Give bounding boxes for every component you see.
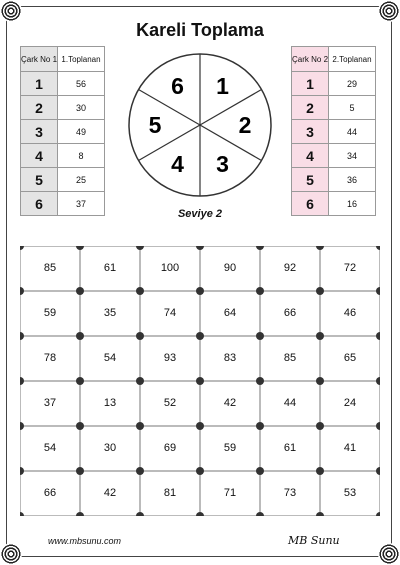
left-table-row bbox=[21, 144, 105, 168]
grid-cell: 30 bbox=[103, 442, 117, 454]
grid-cell: 81 bbox=[163, 487, 177, 499]
right-table-wheel-number: 4 bbox=[292, 144, 329, 168]
grid-cell: 59 bbox=[223, 442, 237, 454]
grid-cell: 72 bbox=[343, 262, 357, 274]
left-table-addend: 37 bbox=[58, 192, 105, 216]
left-table-addend: 30 bbox=[58, 96, 105, 120]
right-table-row bbox=[292, 120, 376, 144]
left-header-val: 1.Toplanan bbox=[58, 47, 105, 72]
grid-cell: 93 bbox=[163, 352, 177, 364]
left-table-row bbox=[21, 96, 105, 120]
grid-cell: 42 bbox=[223, 397, 237, 409]
left-table-wheel-number: 6 bbox=[21, 192, 58, 216]
grid-cell: 65 bbox=[343, 352, 357, 364]
left-table-addend: 49 bbox=[58, 120, 105, 144]
grid-cell: 46 bbox=[343, 307, 357, 319]
grid-cell: 90 bbox=[223, 262, 237, 274]
wheel-sector-number: 1 bbox=[216, 73, 229, 100]
grid-cell: 37 bbox=[43, 397, 57, 409]
grid-cell: 42 bbox=[103, 487, 117, 499]
grid-cell: 61 bbox=[103, 262, 117, 274]
right-table-row bbox=[292, 168, 376, 192]
grid-cell: 53 bbox=[343, 487, 357, 499]
right-table-addend: 44 bbox=[329, 120, 376, 144]
grid-cell: 66 bbox=[283, 307, 297, 319]
left-table-addend: 8 bbox=[58, 144, 105, 168]
left-table-wheel-number: 4 bbox=[21, 144, 58, 168]
grid-cell: 13 bbox=[103, 397, 117, 409]
grid-cell: 54 bbox=[103, 352, 117, 364]
corner-ornament bbox=[0, 0, 22, 22]
level-label: Seviye 2 bbox=[177, 208, 223, 220]
right-header-val: 2.Toplanan bbox=[329, 47, 376, 72]
grid-cell: 78 bbox=[43, 352, 57, 364]
grid-cell: 52 bbox=[163, 397, 177, 409]
left-table-wheel-number: 2 bbox=[21, 96, 58, 120]
wheel-sector-number: 6 bbox=[171, 73, 184, 100]
right-table-row bbox=[292, 96, 376, 120]
right-table-addend: 34 bbox=[329, 144, 376, 168]
left-table-addend: 25 bbox=[58, 168, 105, 192]
right-table-addend: 5 bbox=[329, 96, 376, 120]
wheel-sector-number: 4 bbox=[171, 150, 184, 177]
left-table-addend: 56 bbox=[58, 72, 105, 96]
grid-cell: 92 bbox=[283, 262, 297, 274]
wheel-sector-number: 5 bbox=[148, 112, 162, 138]
left-table-row bbox=[21, 72, 105, 96]
page-title: Kareli Toplama bbox=[136, 20, 264, 40]
right-table-wheel-number: 6 bbox=[292, 192, 329, 216]
right-table-addend: 29 bbox=[329, 72, 376, 96]
grid-cell: 64 bbox=[223, 307, 237, 319]
right-table-wheel-number: 2 bbox=[292, 96, 329, 120]
grid-cell: 74 bbox=[163, 307, 177, 319]
right-header-num: Çark No 2 bbox=[292, 47, 329, 72]
grid-cell: 66 bbox=[43, 487, 57, 499]
grid-cell: 83 bbox=[223, 352, 237, 364]
corner-ornament bbox=[378, 0, 400, 22]
grid-cell: 41 bbox=[343, 442, 357, 454]
grid-cell: 71 bbox=[223, 487, 237, 499]
right-table-addend: 16 bbox=[329, 192, 376, 216]
grid-cell: 54 bbox=[43, 442, 57, 454]
left-header-num: Çark No 1 bbox=[21, 47, 58, 72]
right-table-addend: 36 bbox=[329, 168, 376, 192]
right-table-wheel-number: 5 bbox=[292, 168, 329, 192]
number-grid bbox=[20, 246, 380, 516]
grid-cell: 85 bbox=[43, 262, 57, 274]
corner-ornament bbox=[378, 543, 400, 565]
left-table-row bbox=[21, 168, 105, 192]
right-table-wheel-number: 3 bbox=[292, 120, 329, 144]
grid-cell: 24 bbox=[343, 397, 357, 409]
corner-ornament bbox=[0, 543, 22, 565]
grid-cell: 59 bbox=[43, 307, 57, 319]
spinner-wheel bbox=[127, 52, 273, 198]
brand-label: MB Sunu bbox=[288, 534, 340, 547]
right-table-row bbox=[292, 72, 376, 96]
left-table-wheel-number: 1 bbox=[21, 72, 58, 96]
grid-cell: 100 bbox=[160, 262, 180, 274]
left-table bbox=[20, 46, 105, 216]
grid-cell: 44 bbox=[283, 397, 297, 409]
right-table-wheel-number: 1 bbox=[292, 72, 329, 96]
wheel-sector-number: 3 bbox=[216, 150, 229, 177]
grid-cell: 35 bbox=[103, 307, 117, 319]
left-table-wheel-number: 3 bbox=[21, 120, 58, 144]
grid-cell: 85 bbox=[283, 352, 297, 364]
grid-cell: 69 bbox=[163, 442, 177, 454]
website-label: www.mbsunu.com bbox=[48, 536, 122, 546]
right-table bbox=[291, 46, 376, 216]
wheel-sector-number: 2 bbox=[238, 112, 252, 138]
left-table-wheel-number: 5 bbox=[21, 168, 58, 192]
right-table-row bbox=[292, 144, 376, 168]
grid-cell: 73 bbox=[283, 487, 297, 499]
left-table-row bbox=[21, 120, 105, 144]
grid-cell: 61 bbox=[283, 442, 297, 454]
